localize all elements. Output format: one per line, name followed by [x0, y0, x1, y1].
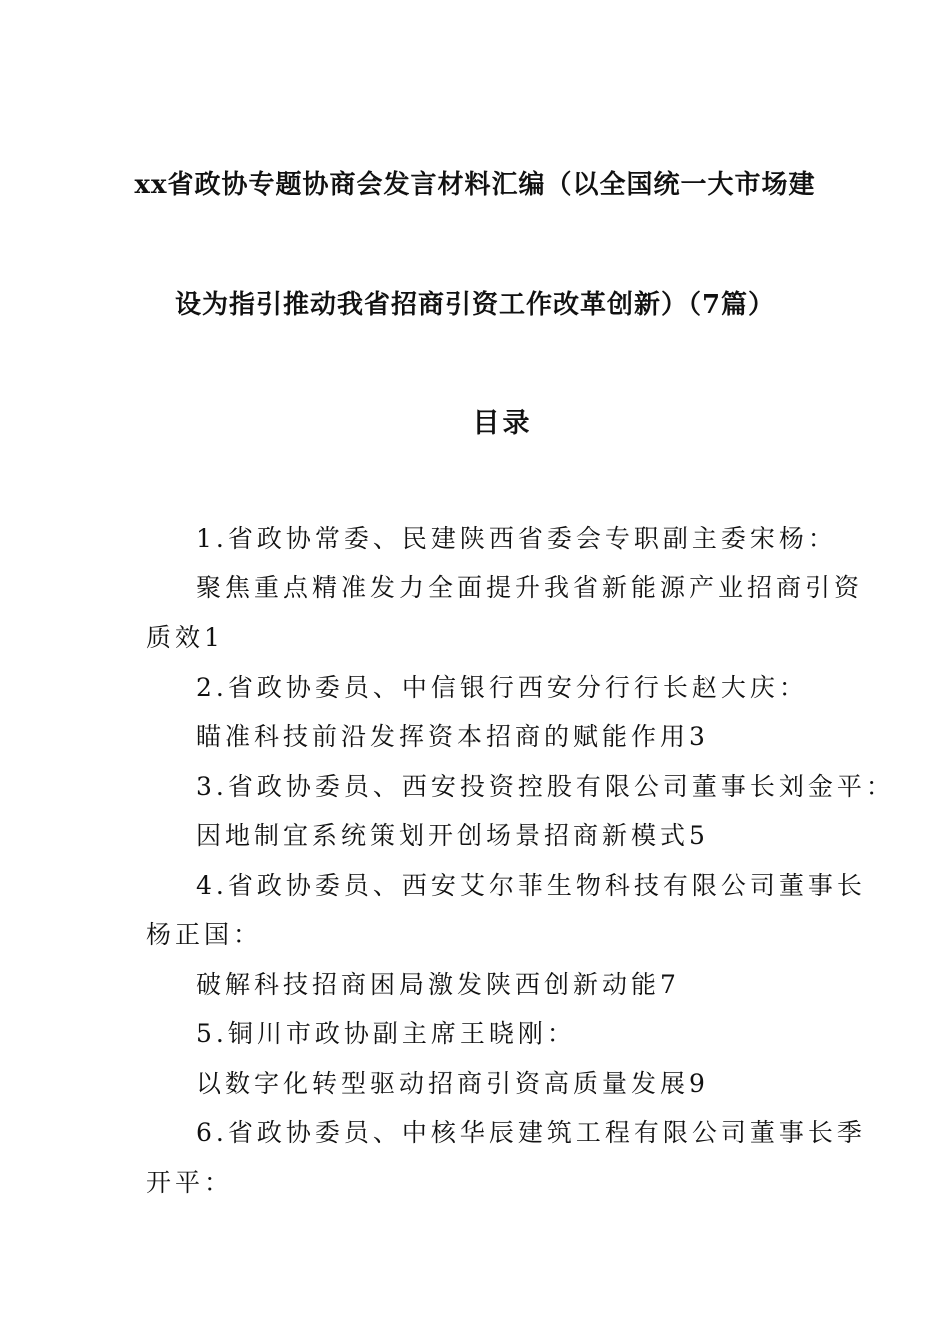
- toc-entry-number: 1.: [196, 524, 228, 553]
- toc-entry-3-topic: 因地制宜系统策划开创场景招商新模式5: [196, 821, 709, 850]
- toc-entry-speaker: 省政协委员、西安投资控股有限公司董事长刘金平：: [227, 772, 895, 801]
- toc-entry-number: 5.: [196, 1019, 228, 1048]
- toc-entry-speaker: 省政协委员、中核华辰建筑工程有限公司董事长季: [227, 1118, 866, 1147]
- toc-entry-4-speaker: [196, 866, 866, 902]
- toc-entry-3-speaker: [196, 767, 895, 803]
- toc-entry-number: 3.: [196, 772, 228, 801]
- document-title-line-1: xx省政协专题协商会发言材料汇编（以全国统一大市场建: [134, 170, 816, 200]
- toc-entry-2-speaker: [196, 668, 808, 704]
- toc-entry-4-topic: 破解科技招商困局激发陕西创新动能7: [196, 970, 680, 999]
- toc-entry-6-speaker-continued: 开平：: [146, 1168, 234, 1197]
- toc-entry-2-topic: 瞄准科技前沿发挥资本招商的赋能作用3: [196, 722, 709, 751]
- toc-entry-1-topic-continued: 质效1: [146, 623, 224, 652]
- toc-entry-speaker: 省政协委员、西安艾尔菲生物科技有限公司董事长: [227, 871, 866, 900]
- toc-entry-6-speaker: [196, 1113, 866, 1149]
- toc-entry-5-topic: 以数字化转型驱动招商引资高质量发展9: [196, 1069, 709, 1098]
- toc-entry-speaker: 省政协委员、中信银行西安分行行长赵大庆：: [227, 673, 808, 702]
- toc-entry-speaker: 铜川市政协副主席王晓刚：: [227, 1019, 576, 1048]
- toc-entry-number: 6.: [196, 1118, 228, 1147]
- toc-entry-5-speaker: [196, 1014, 576, 1050]
- toc-entry-number: 4.: [196, 871, 228, 900]
- toc-entry-1-speaker: [196, 519, 837, 555]
- toc-entry-4-speaker-continued: 杨正国：: [146, 920, 263, 949]
- toc-entry-number: 2.: [196, 673, 228, 702]
- toc-entry-speaker: 省政协常委、民建陕西省委会专职副主委宋杨：: [227, 524, 837, 553]
- toc-entry-1-topic: 聚焦重点精准发力全面提升我省新能源产业招商引资: [196, 573, 864, 602]
- toc-heading: 目录: [472, 408, 533, 439]
- document-title-line-2: 设为指引推动我省招商引资工作改革创新）（7篇）: [174, 290, 776, 320]
